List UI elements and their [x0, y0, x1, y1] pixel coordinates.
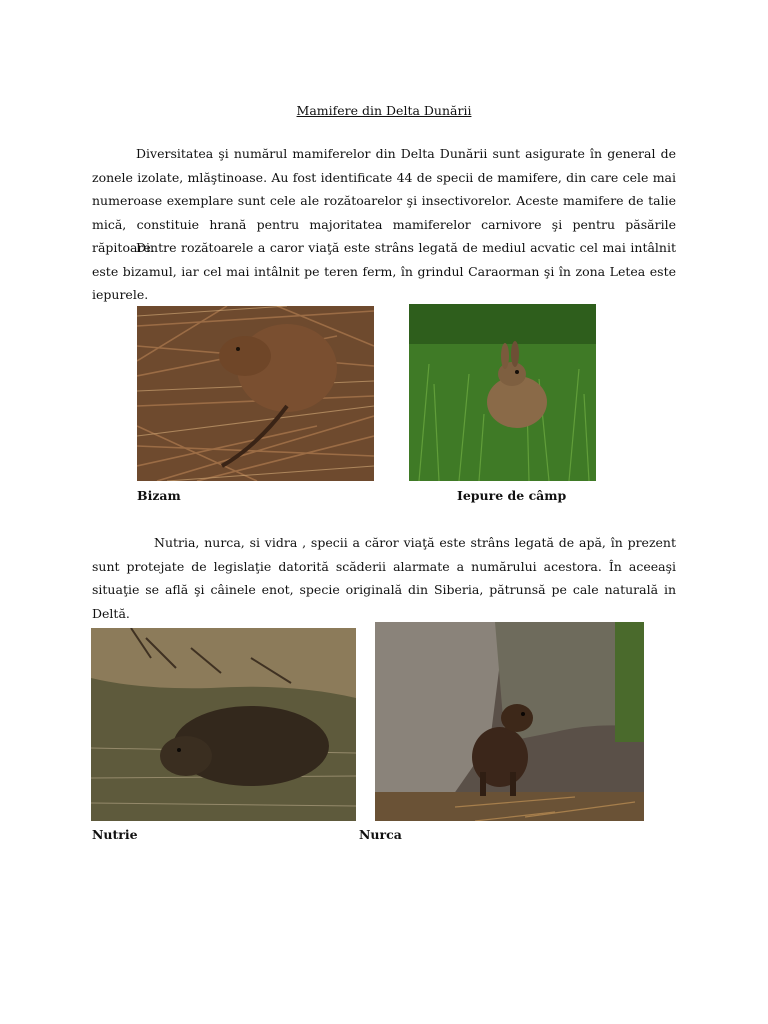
paragraph-rodents: Dintre rozătoarele a caror viaţă este strâns legată de mediul acvatic cel mai intâlnit este bizamul, iar cel mai intâlnit pe teren ferm, în grindul Caraorman şi în zona Letea este iepurele.: [92, 240, 676, 302]
paragraph-diversity: Diversitatea şi numărul mamiferelor din Delta Dunării sunt asigurate în general de zonele izolate, mlăştinoase. Au fost identificate 44 de specii de mamifere, din care cele mai numeroase exemplare sunt cele ale rozătoarelor şi insectivorelor. Aceste mamifere de talie mică, constituie hrană pentru majoritatea mamiferelor carnivore şi pentru păsările răpitoare.: [92, 146, 676, 255]
hare-photo: [409, 304, 596, 481]
page-title: Mamifere din Delta Dunării: [296, 103, 472, 118]
caption-bizam: Bizam: [137, 488, 181, 503]
paragraph-protected-species: Nutria, nurca, si vidra , specii a căror viaţă este strâns legată de apă, în prezent sunt protejate de legislaţie datorită scăderii alarmate a numărului acestora. În aceeaşi situaţie se află şi câinele enot, specie originală din Siberia, pătrunsă pe cale naturală in Deltă.: [92, 535, 676, 621]
mink-photo: [375, 622, 644, 821]
caption-nutrie: Nutrie: [92, 827, 138, 842]
muskrat-photo: [137, 306, 374, 481]
caption-iepure: Iepure de câmp: [457, 488, 567, 503]
coypu-photo: [91, 628, 356, 821]
caption-nurca: Nurca: [359, 827, 402, 842]
